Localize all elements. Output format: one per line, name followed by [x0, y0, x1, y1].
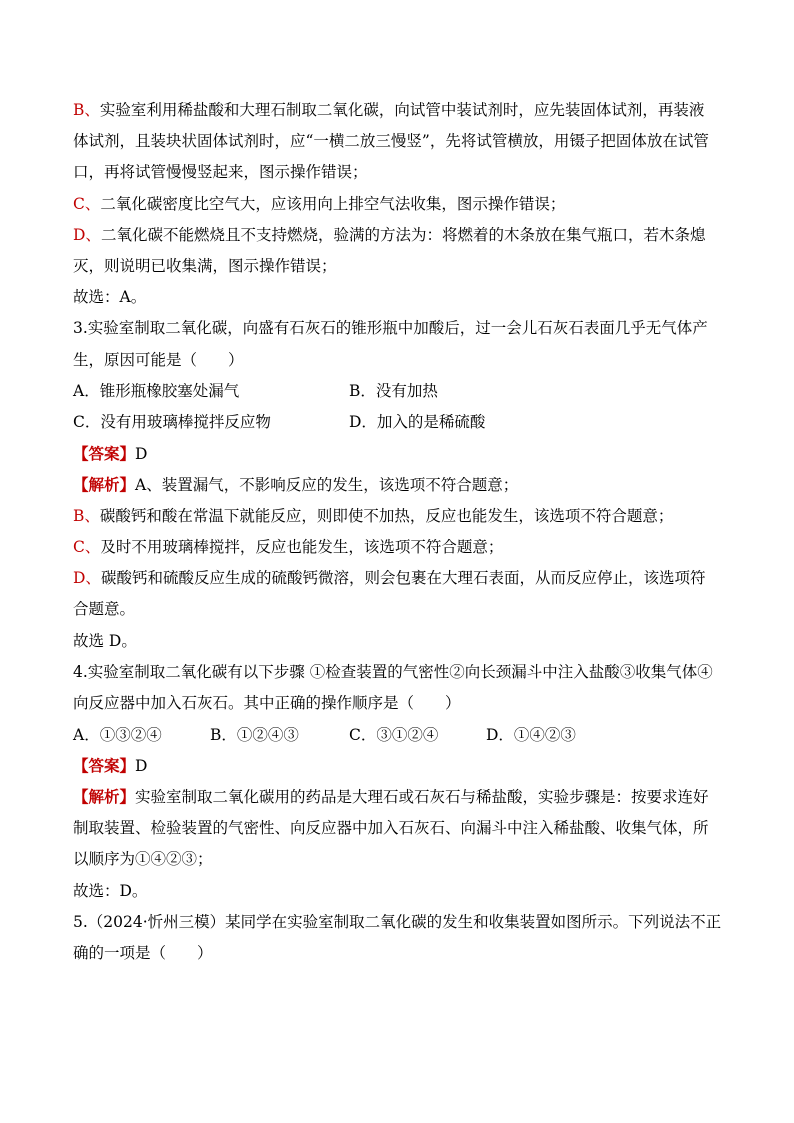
- q3-stem-line-2: 生，原因可能是（ ）: [73, 351, 244, 369]
- q4-stem-line-1: 4.实验室制取二氧化碳有以下步骤 ①检查装置的气密性②向长颈漏斗中注入盐酸③收集气体④: [73, 663, 713, 681]
- analysis-d-line-1: D、二氧化碳不能燃烧且不支持燃烧，验满的方法为：将燃着的木条放在集气瓶口，若木条熄: [73, 226, 706, 244]
- q5-stem-line-2: 确的一项是（ ）: [73, 944, 213, 962]
- analysis-b-line-1: B、实验室利用稀盐酸和大理石制取二氧化碳，向试管中装试剂时，应先装固体试剂，再装液: [73, 101, 705, 119]
- q4-answer: 【答案】D: [73, 756, 148, 775]
- q3-choose: 故选 D。: [73, 632, 137, 650]
- analysis-b-line-3: 口，再将试管慢慢竖起来，图示操作错误；: [73, 163, 368, 181]
- q3-analysis-d-line-2: 合题意。: [73, 600, 136, 618]
- q5-stem-line-1: 5.（2024·忻州三模）某同学在实验室制取二氧化碳的发生和收集装置如图所示。下列说法不正: [73, 913, 722, 931]
- q3-analysis-a: 【解析】A、装置漏气，不影响反应的发生，该选项不符合题意；: [73, 475, 519, 494]
- analysis-c-line: C、二氧化碳密度比空气大，应该用向上排空气法收集，图示操作错误；: [73, 195, 566, 213]
- q3-stem-line-1: 3.实验室制取二氧化碳，向盛有石灰石的锥形瓶中加酸后，过一会儿石灰石表面几乎无气体产: [73, 319, 708, 337]
- q4-option-c: C．③①②④: [349, 726, 439, 744]
- analysis-d-line-2: 灭，则说明已收集满，图示操作错误；: [73, 257, 337, 275]
- q4-option-b: B．①②④③: [210, 726, 299, 744]
- q3-option-a: A．锥形瓶橡胶塞处漏气: [73, 382, 240, 400]
- choose-a: 故选：A。: [73, 288, 147, 306]
- q3-analysis-c: C、及时不用玻璃棒搅拌，反应也能发生，该选项不符合题意；: [73, 538, 504, 556]
- q4-analysis-line-2: 制取装置、检验装置的气密性、向反应器中加入石灰石、向漏斗中注入稀盐酸、收集气体，所: [73, 819, 709, 837]
- q4-option-a: A．①③②④: [73, 726, 162, 744]
- q3-analysis-d-line-1: D、碳酸钙和硫酸反应生成的硫酸钙微溶，则会包裹在大理石表面，从而反应停止，该选项符: [73, 569, 706, 587]
- q3-analysis-b: B、碳酸钙和酸在常温下就能反应，则即使不加热，反应也能发生，该选项不符合题意；: [73, 507, 674, 525]
- q3-answer: 【答案】D: [73, 444, 148, 463]
- q4-analysis-line-1: 【解析】实验室制取二氧化碳用的药品是大理石或石灰石与稀盐酸，实验步骤是：按要求连好: [73, 787, 709, 806]
- q3-option-b: B．没有加热: [349, 382, 438, 400]
- analysis-b-line-2: 体试剂，且装块状固体试剂时，应“一横二放三慢竖”，先将试管横放，用镊子把固体放在试管: [73, 132, 709, 150]
- q4-option-d: D．①④②③: [486, 726, 576, 744]
- q3-option-c: C．没有用玻璃棒搅拌反应物: [73, 413, 271, 431]
- q4-analysis-line-3: 以顺序为①④②③；: [73, 850, 213, 868]
- q3-option-d: D．加入的是稀硫酸: [349, 413, 486, 431]
- q4-stem-line-2: 向反应器中加入石灰石。其中正确的操作顺序是（ ）: [73, 694, 461, 712]
- q4-choose: 故选：D。: [73, 882, 148, 900]
